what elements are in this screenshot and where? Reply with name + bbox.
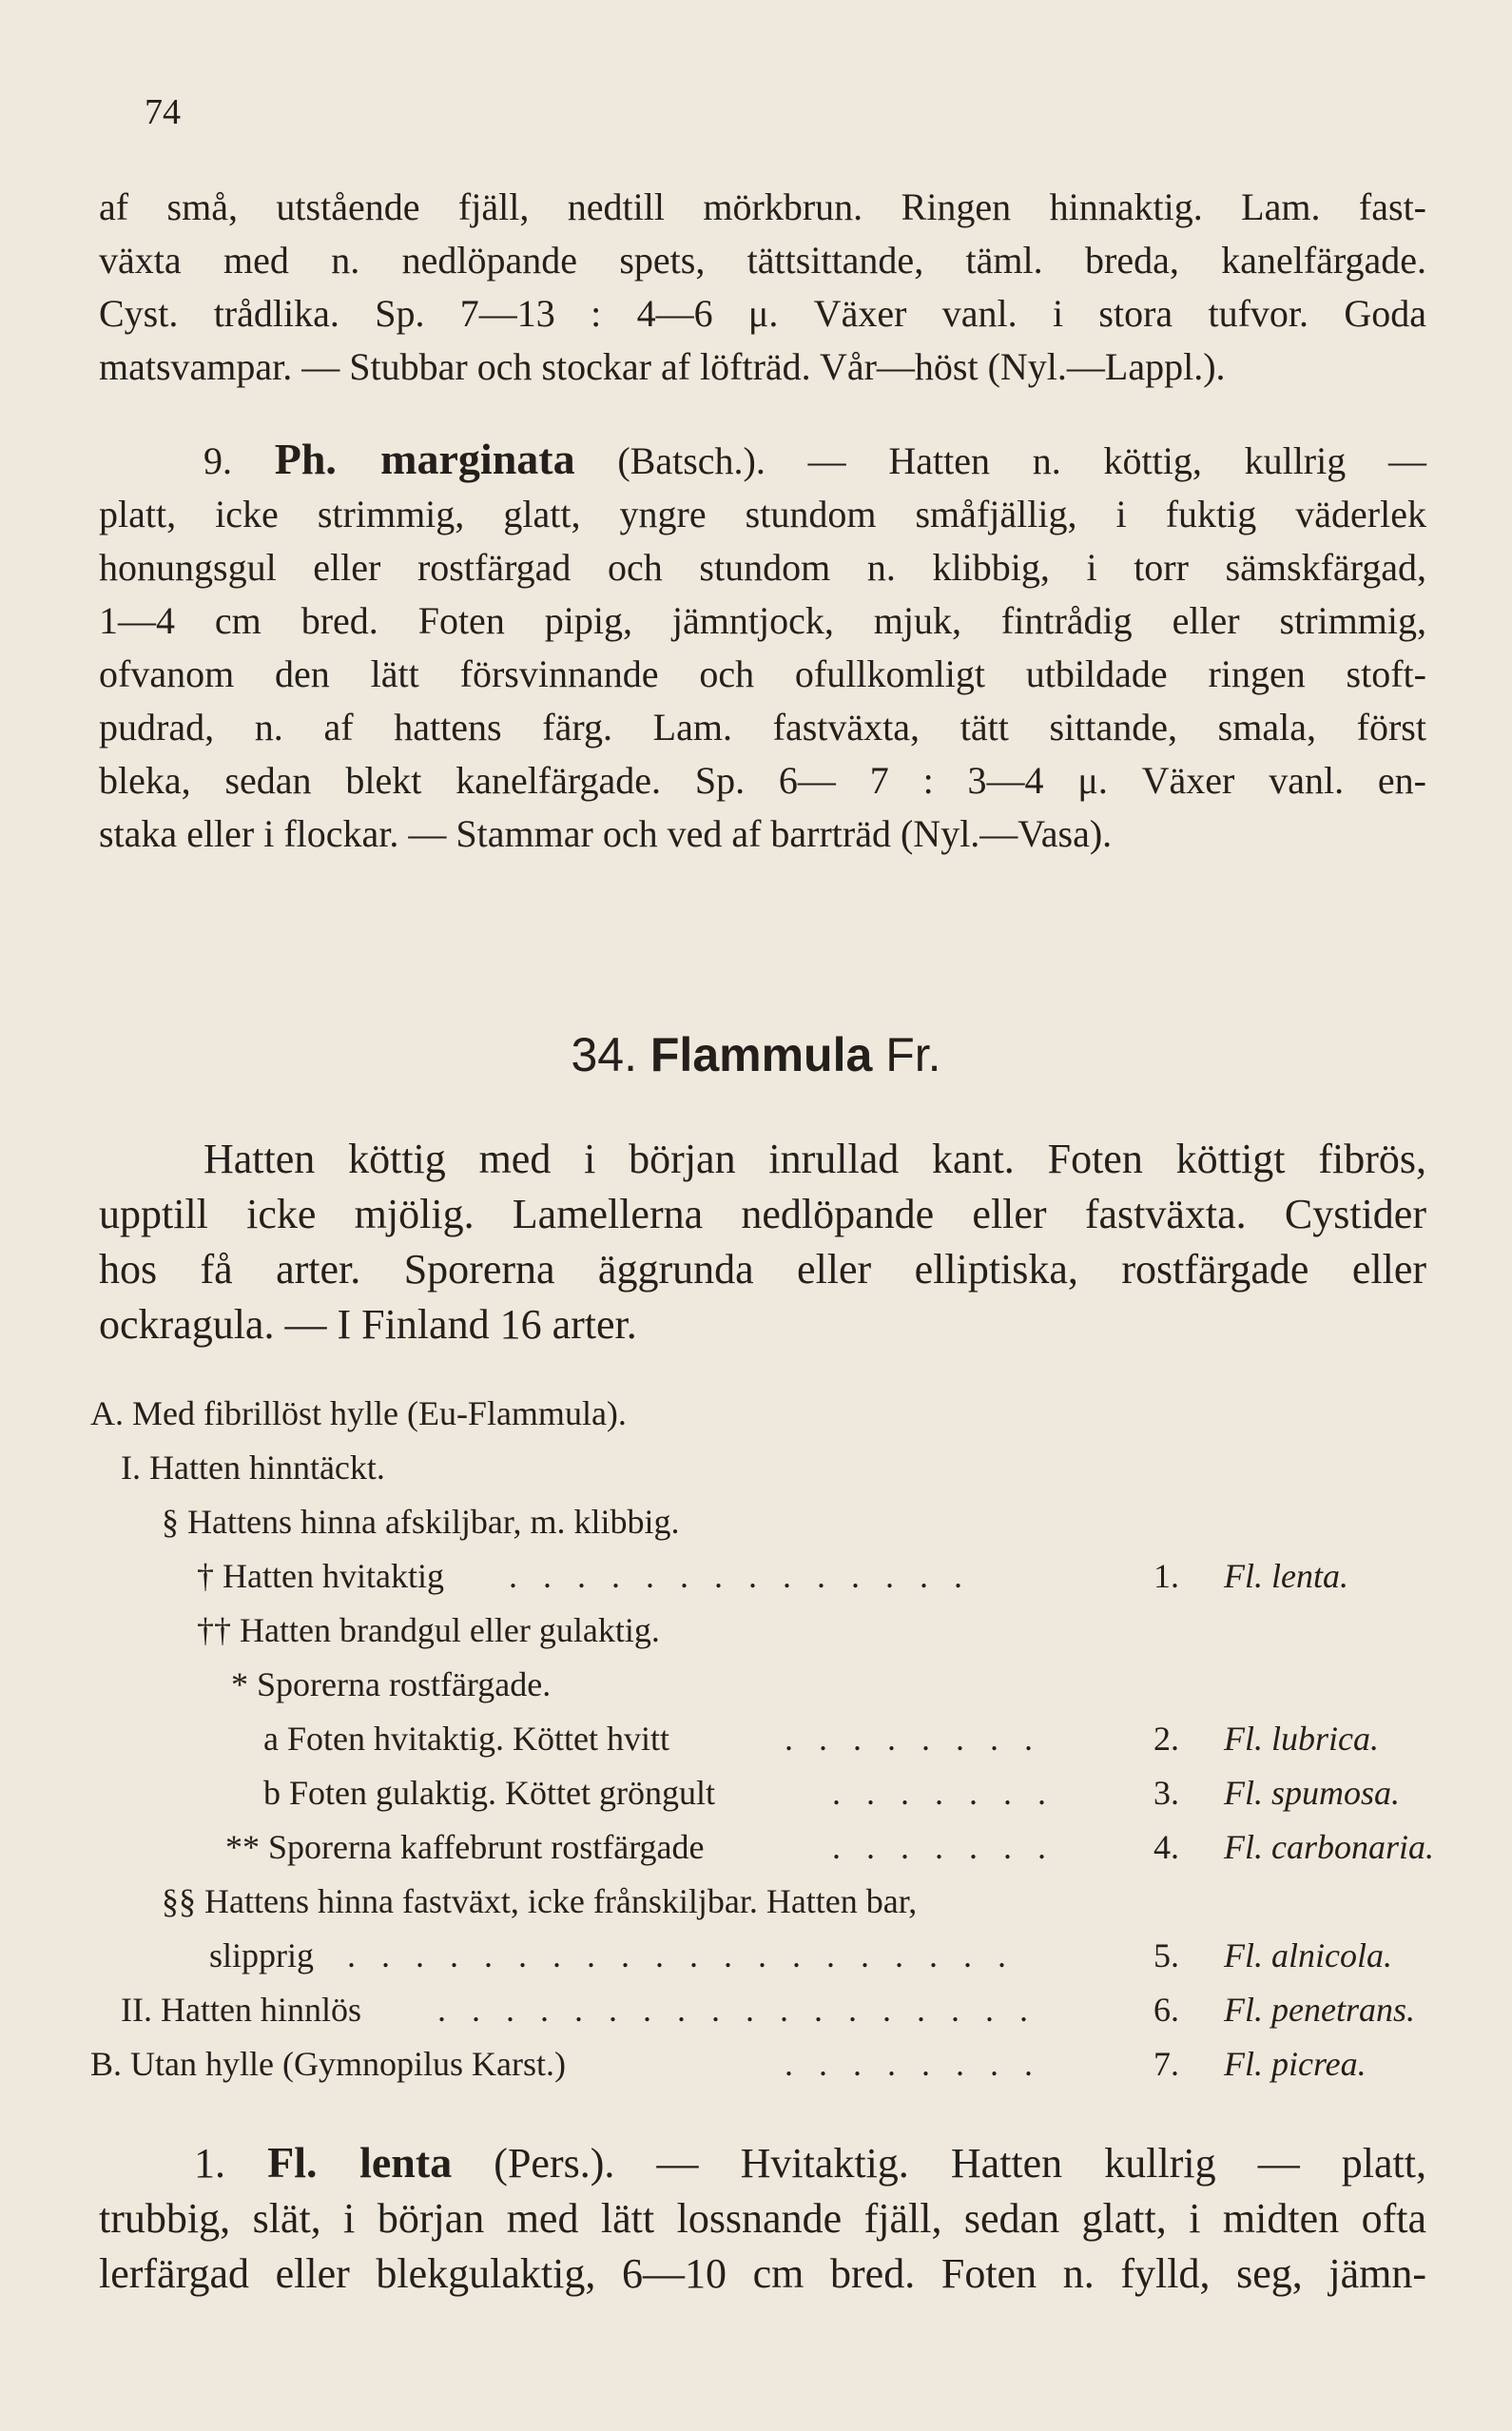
text-line <box>99 433 1426 488</box>
text-line: matsvampar. — Stubbar och stockar af löfträd. Vår—höst (Nyl.—Lappl.). <box>99 345 1226 388</box>
species-name: Ph. marginata <box>274 435 575 483</box>
genus-name: Flammula <box>649 1028 873 1081</box>
key-text: * Sporerna rostfärgade. <box>231 1665 552 1703</box>
key-number: 5. <box>1153 1936 1179 1974</box>
text-line: staka eller i flockar. — Stammar och ved af barrträd (Nyl.—Vasa). <box>99 812 1113 855</box>
text-line: honungsgul eller rostfärgad och stundom n. klibbig, i torr sämskfärgad, <box>99 546 1426 589</box>
species-number: 1. <box>194 2140 225 2187</box>
species-number: 9. <box>204 439 232 482</box>
key-species: Fl. alnicola. <box>1224 1936 1392 1974</box>
species-text: (Pers.). — Hvitaktig. Hatten kullrig — platt, <box>452 2140 1427 2187</box>
key-row <box>90 1502 1441 1556</box>
key-row <box>90 1610 1441 1664</box>
key-species: Fl. lubrica. <box>1224 1720 1379 1758</box>
key-row <box>90 1664 1441 1719</box>
key-text: II. Hatten hinnlös <box>121 1991 361 2029</box>
species-9-paragraph <box>99 433 1426 861</box>
key-number: 4. <box>1153 1828 1179 1866</box>
key-row <box>90 1881 1441 1935</box>
identification-key <box>90 1393 1441 2098</box>
key-row <box>90 1448 1441 1502</box>
species-name: Fl. lenta <box>267 2138 453 2187</box>
leader-dots: . . . . . . . . . . . . . . . . . . <box>437 1991 1037 2029</box>
text-line: växta med n. nedlöpande spets, tättsittande, täml. breda, kanelfärgade. <box>99 239 1426 282</box>
text-line: hos få arter. Sporerna äggrunda eller elliptiska, rostfärgade eller <box>99 1246 1426 1293</box>
key-row <box>90 1719 1441 1773</box>
key-species: Fl. carbonaria. <box>1224 1828 1434 1866</box>
page-number: 74 <box>145 92 181 132</box>
genus-description <box>99 1132 1426 1352</box>
key-row <box>90 1773 1441 1827</box>
key-text: ** Sporerna kaffebrunt rostfärgade <box>225 1828 705 1866</box>
key-text: A. Med fibrillöst hylle (Eu-Flammula). <box>90 1394 627 1432</box>
key-number: 6. <box>1153 1991 1179 2029</box>
key-number: 1. <box>1153 1557 1179 1595</box>
leader-dots: . . . . . . . . . . . . . . <box>509 1557 971 1595</box>
key-species: Fl. spumosa. <box>1224 1774 1401 1812</box>
text-line: 1—4 cm bred. Foten pipig, jämntjock, mjuk, fintrådig eller strimmig, <box>99 599 1426 642</box>
key-row <box>90 2044 1441 2098</box>
key-text: a Foten hvitaktig. Köttet hvitt <box>263 1720 669 1758</box>
key-text: † Hatten hvitaktig <box>197 1557 444 1595</box>
key-text: B. Utan hylle (Gymnopilus Karst.) <box>90 2045 566 2083</box>
key-text: §§ Hattens hinna fastväxt, icke frånskiljbar. Hatten bar, <box>162 1882 918 1920</box>
genus-heading <box>0 1027 1512 1082</box>
key-row <box>90 1935 1441 1990</box>
leader-dots: . . . . . . . . <box>785 1720 1041 1758</box>
leader-dots: . . . . . . . <box>832 1774 1055 1812</box>
key-species: Fl. penetrans. <box>1224 1991 1415 2029</box>
text-line: pudrad, n. af hattens färg. Lam. fastväxta, tätt sittande, smala, först <box>99 706 1426 749</box>
key-text: § Hattens hinna afskiljbar, m. klibbig. <box>162 1503 680 1541</box>
key-row <box>90 1556 1441 1610</box>
key-species: Fl. picrea. <box>1224 2045 1367 2083</box>
text-line: lerfärgad eller blekgulaktig, 6—10 cm bred. Foten n. fylld, seg, jämn- <box>99 2250 1426 2297</box>
key-number: 2. <box>1153 1720 1179 1758</box>
text-line: af små, utstående fjäll, nedtill mörkbrun. Ringen hinnaktig. Lam. fast- <box>99 185 1426 228</box>
text-line: platt, icke strimmig, glatt, yngre stundom småfjällig, i fuktig väderlek <box>99 493 1426 535</box>
key-number: 3. <box>1153 1774 1179 1812</box>
continued-paragraph <box>99 181 1426 394</box>
key-text: I. Hatten hinntäckt. <box>121 1449 385 1487</box>
leader-dots: . . . . . . . . <box>785 2045 1041 2083</box>
text-line: ofvanom den lätt försvinnande och ofullkomligt utbildade ringen stoft- <box>99 652 1426 695</box>
text-line: Hatten köttig med i början inrullad kant. Foten köttigt fibrös, <box>204 1136 1426 1182</box>
text-line: upptill icke mjölig. Lamellerna nedlöpande eller fastväxta. Cystider <box>99 1191 1426 1237</box>
leader-dots: . . . . . . . . . . . . . . . . . . . . <box>347 1936 1015 1974</box>
key-text: †† Hatten brandgul eller gulaktig. <box>197 1611 660 1649</box>
text-line: ockragula. — I Finland 16 arter. <box>99 1301 637 1348</box>
text-line: Cyst. trådlika. Sp. 7—13 : 4—6 μ. Växer vanl. i stora tufvor. Goda <box>99 292 1426 335</box>
genus-author: Fr. <box>885 1028 941 1081</box>
key-number: 7. <box>1153 2045 1179 2083</box>
key-species: Fl. lenta. <box>1224 1557 1348 1595</box>
text-line <box>99 2135 1426 2191</box>
species-text: (Batsch.). — Hatten n. köttig, kullrig — <box>574 439 1426 482</box>
text-line: trubbig, slät, i början med lätt lossnande fjäll, sedan glatt, i midten ofta <box>99 2195 1426 2242</box>
key-row <box>90 1393 1441 1448</box>
text-line: bleka, sedan blekt kanelfärgade. Sp. 6— 7 : 3—4 μ. Växer vanl. en- <box>99 759 1426 802</box>
key-row <box>90 1827 1441 1881</box>
key-text: slipprig <box>209 1936 315 1974</box>
key-row <box>90 1990 1441 2044</box>
genus-number: 34. <box>571 1028 637 1081</box>
species-1-paragraph <box>99 2135 1426 2302</box>
leader-dots: . . . . . . . <box>832 1828 1055 1866</box>
key-text: b Foten gulaktig. Köttet gröngult <box>263 1774 715 1812</box>
